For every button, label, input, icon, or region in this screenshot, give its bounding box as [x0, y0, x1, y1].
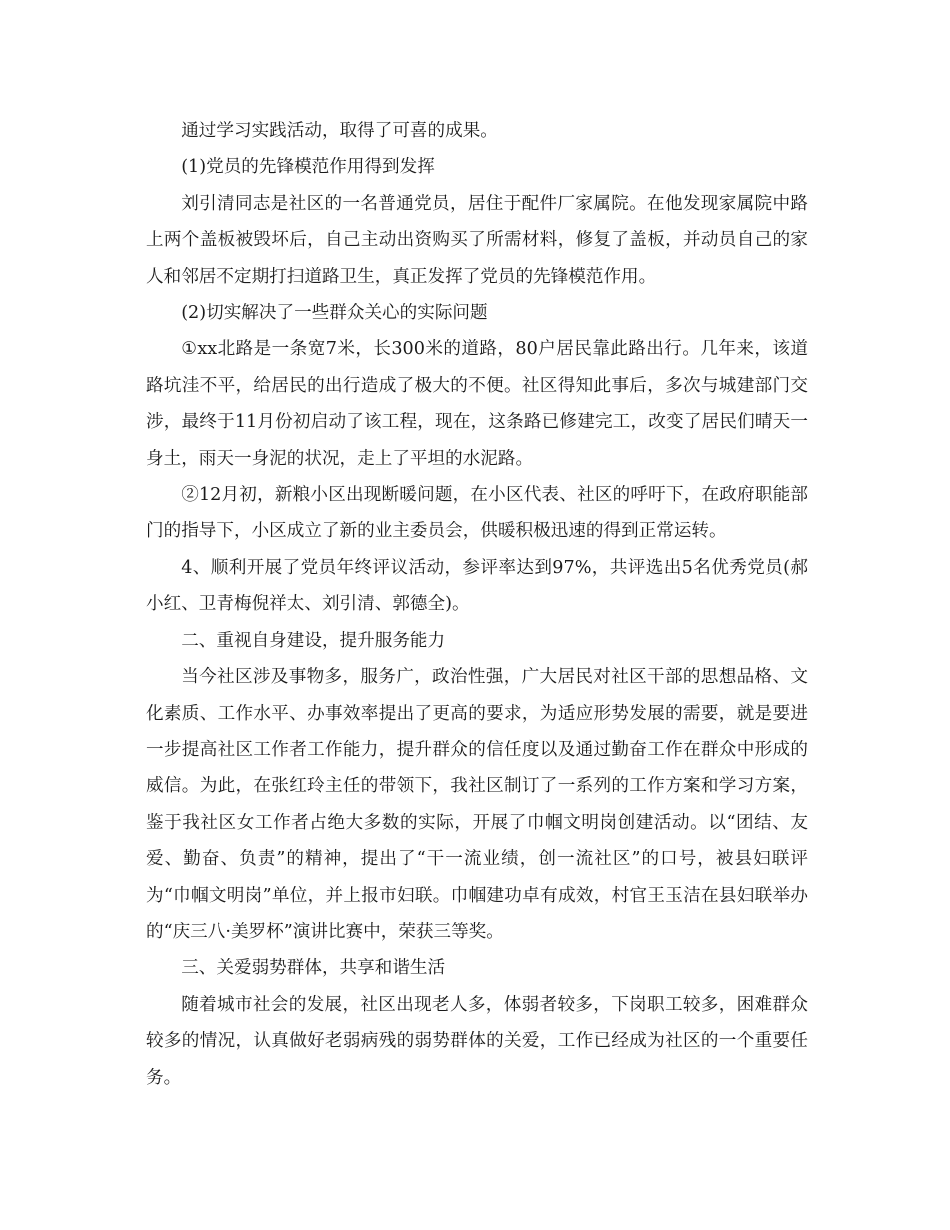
paragraph-north-road: ①xx北路是一条宽7米，长300米的道路，80户居民靠此路出行。几年来，该道路坑洼不平，给居民的出行造成了极大的不便。社区得知此事后，多次与城建部门交涉，最终于11月份初启动了该工程，现在，这条路已修建完工，改变了居民们晴天一身土，雨天一身泥的状况，走上了平坦的水泥路。 [146, 339, 808, 469]
document-body [146, 113, 808, 1096]
paragraph-service-capacity: 当今社区涉及事物多，服务广，政治性强，广大居民对社区干部的思想品格、文化素质、工作水平、办事效率提出了更高的要求，为适应形势发展的需要，就是要进一步提高社区工作者工作能力，提升群众的信任度以及通过勤奋工作在群众中形成的威信。为此，在张红玲主任的带领下，我社区制订了一系列的工作方案和学习方案，鉴于我社区女工作者占绝大多数的实际，开展了巾帼文明岗创建活动。以“团结、友爱、勤奋、负责”的精神，提出了“干一流业绩，创一流社区”的口号，被县妇联评为“巾帼文明岗”单位，并上报市妇联。巾帼建功卓有成效，村官王玉洁在县妇联举办的“庆三八·美罗杯”演讲比赛中，荣获三等奖。 [146, 667, 808, 942]
paragraph-heading-vanguard: (1)党员的先锋模范作用得到发挥 [181, 157, 435, 178]
paragraph-liu-yinqing: 刘引清同志是社区的一名普通党员，居住于配件厂家属院。在他发现家属院中路上两个盖板被毁坏后，自己主动出资购买了所需材料，修复了盖板，并动员自己的家人和邻居不定期打扫道路卫生，真正发挥了党员的先锋模范作用。 [146, 193, 808, 287]
paragraph-intro-result: 通过学习实践活动，取得了可喜的成果。 [181, 121, 498, 141]
paragraph-heating-issue: ②12月初，新粮小区出现断暖问题，在小区代表、社区的呼吁下，在政府职能部门的指导下，小区成立了新的业主委员会，供暖积极迅速的得到正常运转。 [146, 485, 808, 542]
paragraph-heading-self-building: 二、重视自身建设，提升服务能力 [181, 630, 446, 651]
paragraph-heading-vulnerable-groups: 三、关爱弱势群体，共享和谐生活 [181, 958, 446, 979]
paragraph-year-end-review: 4、顺利开展了党员年终评议活动，参评率达到97%，共评选出5名优秀党员(郝小红、卫青梅倪祥太、刘引清、郭德全)。 [146, 557, 808, 615]
paragraph-heading-practical-problems: (2)切实解决了一些群众关心的实际问题 [181, 303, 488, 324]
paragraph-vulnerable-care: 随着城市社会的发展，社区出现老人多，体弱者较多，下岗职工较多，困难群众较多的情况，认真做好老弱病残的弱势群体的关爱，工作已经成为社区的一个重要任务。 [146, 994, 808, 1088]
